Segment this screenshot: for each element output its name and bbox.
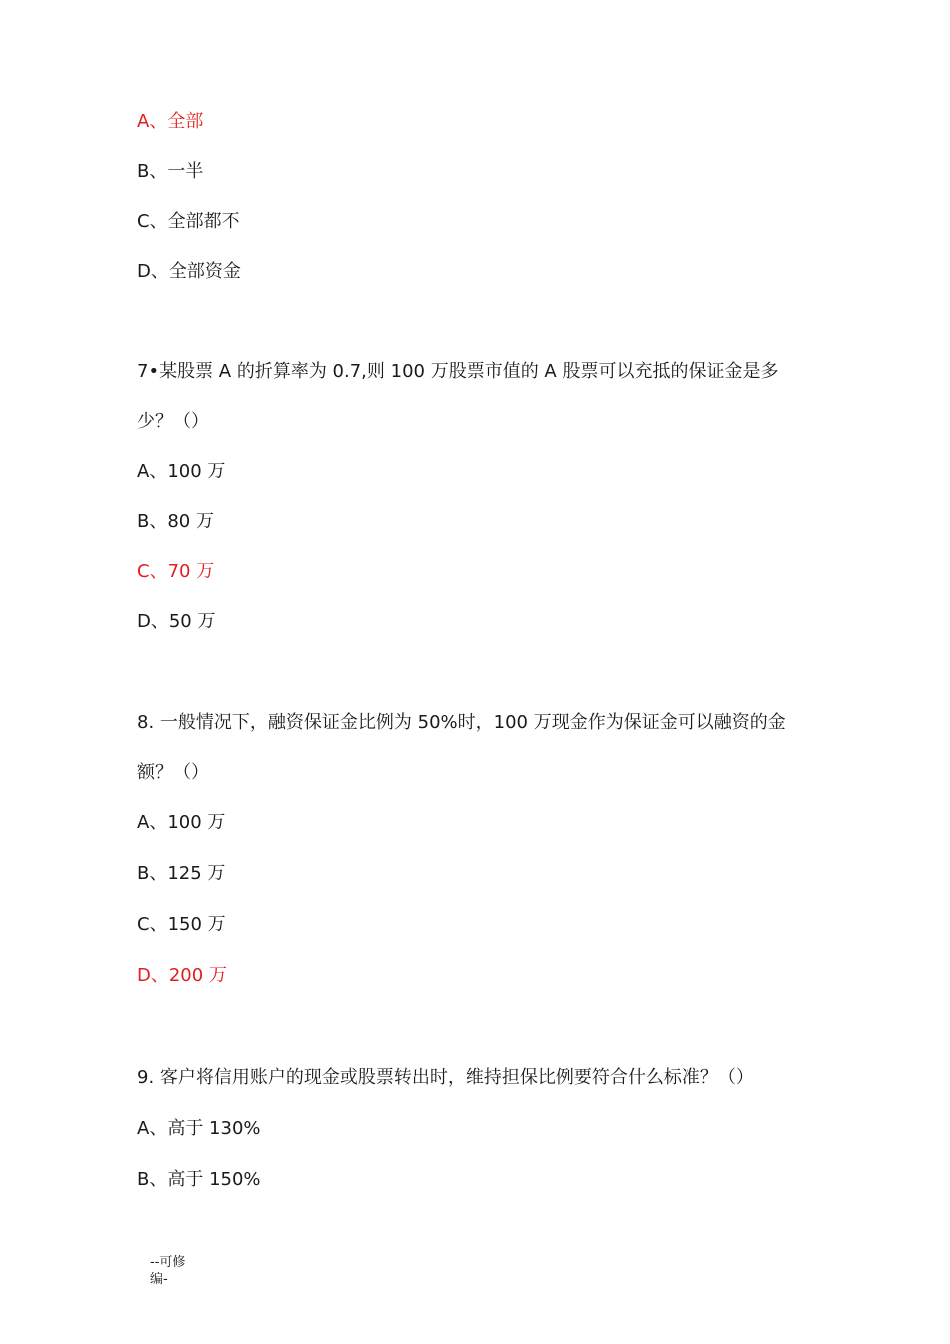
q9-option-a: A、高于 130% bbox=[137, 1118, 261, 1139]
footer-note-line1: --可修 bbox=[150, 1255, 186, 1270]
q8-stem-line2: 额？（） bbox=[137, 762, 209, 783]
q7-stem-line1: 7•某股票 A 的折算率为 0.7,则 100 万股票市值的 A 股票可以充抵的保证金是多 bbox=[137, 361, 779, 382]
q9-option-b: B、高于 150% bbox=[137, 1169, 261, 1190]
q6-option-d: D、全部资金 bbox=[137, 261, 241, 282]
q9-stem-line1: 9. 客户将信用账户的现金或股票转出时，维持担保比例要符合什么标准？（） bbox=[137, 1067, 754, 1088]
footer-note-line2: 编- bbox=[150, 1272, 168, 1287]
q8-option-b: B、125 万 bbox=[137, 863, 226, 884]
q7-option-c: C、70 万 bbox=[137, 561, 215, 582]
q6-option-a: A、全部 bbox=[137, 111, 204, 132]
q7-stem-line2: 少？（） bbox=[137, 411, 209, 432]
q6-option-b: B、一半 bbox=[137, 161, 204, 182]
q7-option-b: B、80 万 bbox=[137, 511, 214, 532]
q8-stem-line1: 8. 一般情况下，融资保证金比例为 50%时，100 万现金作为保证金可以融资的金 bbox=[137, 712, 786, 733]
q8-option-c: C、150 万 bbox=[137, 914, 226, 935]
q7-option-d: D、50 万 bbox=[137, 611, 216, 632]
q8-option-d: D、200 万 bbox=[137, 965, 227, 986]
q6-option-c: C、全部都不 bbox=[137, 211, 240, 232]
q7-option-a: A、100 万 bbox=[137, 461, 226, 482]
q8-option-a: A、100 万 bbox=[137, 812, 226, 833]
